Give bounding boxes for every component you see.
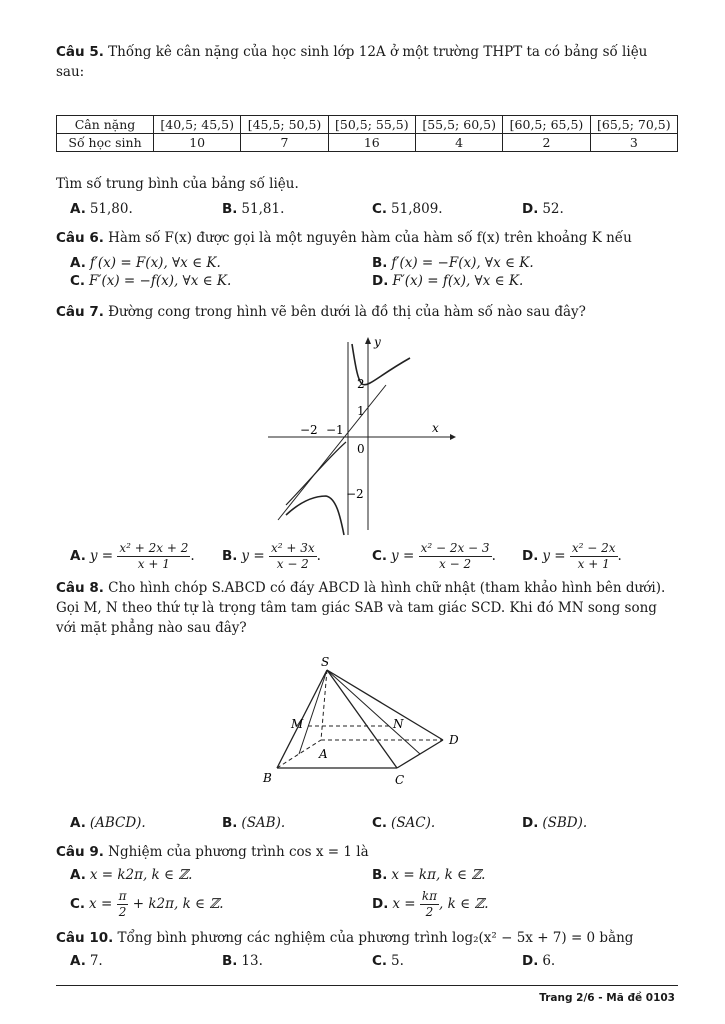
q5-question: Tìm số trung bình của bảng số liệu. — [56, 176, 299, 192]
table-cell: 16 — [328, 134, 415, 152]
table-cell: [40,5; 45,5) — [154, 116, 241, 134]
fraction-numerator: π — [118, 889, 127, 903]
q10-option-b[interactable] — [222, 953, 263, 969]
label-D: D — [449, 733, 459, 747]
table-cell: [55,5; 60,5) — [415, 116, 502, 134]
q8-option-d[interactable] — [522, 815, 587, 831]
q10-option-c[interactable] — [372, 953, 404, 969]
option-text: (ABCD). — [89, 815, 146, 831]
q10-label: Câu 10. — [56, 930, 114, 946]
table-row — [57, 116, 678, 134]
label-B: B — [263, 771, 272, 785]
q6-option-c[interactable] — [70, 273, 231, 289]
q10-option-a[interactable] — [70, 953, 103, 969]
fraction-numerator: x² + 3x — [270, 541, 315, 555]
median-SAB — [299, 670, 327, 754]
fraction-numerator: x² − 2x − 3 — [420, 541, 490, 555]
footer-divider — [56, 985, 678, 986]
option-letter: B. — [372, 867, 388, 883]
q7-option-a[interactable]: A. y = $\frac{\text{x² + 2x + 2}}{x + 1}$ . — [70, 541, 195, 571]
option-fraction — [117, 541, 190, 572]
q8-option-b[interactable] — [222, 815, 285, 831]
curve-left-branch — [286, 496, 344, 535]
q8-pyramid-figure — [255, 650, 470, 790]
option-letter: A. — [70, 953, 86, 969]
table-cell: [65,5; 70,5) — [590, 116, 677, 134]
option-letter: B. — [222, 815, 238, 831]
q9-option-b[interactable] — [372, 867, 485, 883]
q9-option-a[interactable] — [70, 867, 192, 883]
tick-label-neg2-x: −2 — [300, 423, 318, 437]
option-letter: C. — [372, 548, 388, 564]
table-cell: 3 — [590, 134, 677, 152]
option-text: 52. — [542, 201, 564, 217]
table-cell: [45,5; 50,5) — [241, 116, 328, 134]
fraction-numerator: x² + 2x + 2 — [119, 541, 189, 555]
option-text: 51,809. — [391, 201, 443, 217]
q6-option-a[interactable] — [70, 255, 221, 271]
q10-stem — [56, 928, 671, 948]
q7-label: Câu 7. — [56, 304, 104, 320]
q8-stem — [56, 578, 671, 638]
table-cell: 2 — [503, 134, 590, 152]
tick-label-1: 1 — [357, 404, 365, 418]
option-letter: D. — [522, 953, 539, 969]
option-letter: B. — [222, 953, 238, 969]
option-letter: C. — [372, 201, 388, 217]
option-fraction — [570, 541, 618, 572]
edge-SD — [327, 670, 443, 740]
fraction-numerator: kπ — [421, 889, 438, 903]
q5-label: Câu 5. — [56, 44, 104, 60]
q8-label: Câu 8. — [56, 580, 104, 596]
option-text: 13. — [241, 953, 263, 969]
table-cell: 10 — [154, 134, 241, 152]
q9-label: Câu 9. — [56, 844, 104, 860]
option-text: (SBD). — [542, 815, 588, 831]
option-letter: C. — [70, 273, 86, 289]
option-letter: B. — [222, 548, 238, 564]
table-row — [57, 134, 678, 152]
table-cell: Số học sinh — [57, 134, 154, 152]
option-text: x = kπ, k ∈ ℤ. — [391, 867, 486, 883]
option-fraction — [117, 889, 129, 920]
option-letter: D. — [522, 548, 539, 564]
q5-text: Thống kê cân nặng của học sinh lớp 12A ở một trường THPT ta có bảng số liệu sau: — [56, 44, 648, 80]
tick-label-neg1-x: −1 — [326, 423, 344, 437]
fraction-denominator: 2 — [118, 905, 127, 919]
q6-option-b[interactable] — [372, 255, 534, 271]
table-cell: 7 — [241, 134, 328, 152]
option-letter: A. — [70, 548, 86, 564]
option-letter: A. — [70, 255, 86, 271]
q5-option-b[interactable] — [222, 201, 284, 217]
tick-label-2: 2 — [357, 377, 365, 391]
x-axis-label: x — [432, 421, 439, 435]
q8-option-c[interactable] — [372, 815, 435, 831]
fraction-denominator: x − 2 — [439, 557, 472, 571]
option-text: 51,81. — [241, 201, 285, 217]
option-letter: A. — [70, 867, 86, 883]
q7-stem — [56, 302, 671, 322]
q5-stem — [56, 42, 671, 82]
table-cell: [60,5; 65,5) — [503, 116, 590, 134]
q9-text: Nghiệm của phương trình cos x = 1 là — [108, 844, 369, 860]
label-M: M — [291, 717, 304, 731]
option-letter: B. — [372, 255, 388, 271]
q10-text: Tổng bình phương các nghiệm của phương trình log₂(x² − 5x + 7) = 0 bằng — [117, 930, 634, 946]
option-prefix: y = — [241, 548, 265, 564]
q8-text: Cho hình chóp S.ABCD có đáy ABCD là hình chữ nhật (tham khảo hình bên dưới). Gọi M, N theo thứ tự là trọng tâm tam giác SAB và tam giác SCD. Khi đó MN song song với mặt phẳng nào sau đây? — [56, 580, 666, 636]
option-text: 51,80. — [89, 201, 133, 217]
option-fraction — [269, 541, 317, 572]
q9-option-c[interactable] — [70, 889, 223, 920]
q6-stem — [56, 228, 671, 248]
q7-text: Đường cong trong hình vẽ bên dưới là đồ thị của hàm số nào sau đây? — [108, 304, 586, 320]
option-prefix: x = — [89, 896, 113, 912]
fraction-numerator: x² − 2x — [571, 541, 616, 555]
q7-option-b[interactable]: B. y = $\frac{\text{x² + 3x}}{x - 2}$ . — [222, 541, 321, 571]
curve-left-lower — [286, 442, 346, 505]
q5-table — [56, 115, 678, 152]
q8-option-a[interactable] — [70, 815, 146, 831]
label-C: C — [395, 773, 405, 787]
option-text: F′(x) = −f(x), ∀x ∈ K. — [89, 273, 232, 289]
option-prefix: y = — [391, 548, 415, 564]
tick-label-neg2-y: −2 — [346, 487, 364, 501]
page-footer: Trang 2/6 - Mã đề 0103 — [539, 992, 675, 1004]
q9-stem — [56, 842, 671, 862]
q5-option-d[interactable] — [522, 201, 564, 217]
option-letter: D. — [372, 896, 389, 912]
x-axis-arrow — [450, 434, 456, 440]
option-prefix: y = — [542, 548, 566, 564]
q6-label: Câu 6. — [56, 230, 104, 246]
option-letter: C. — [372, 953, 388, 969]
option-fraction — [419, 541, 492, 572]
option-text: 5. — [391, 953, 404, 969]
option-suffix: + k2π, k ∈ ℤ. — [132, 896, 224, 912]
q6-text: Hàm số F(x) được gọi là một nguyên hàm của hàm số f(x) trên khoảng K nếu — [108, 230, 632, 246]
origin-label: 0 — [357, 442, 365, 456]
edge-SC — [327, 670, 397, 768]
option-letter: C. — [70, 896, 86, 912]
table-cell: Cân nặng — [57, 116, 154, 134]
y-axis-label: y — [374, 335, 381, 349]
option-prefix: y = — [89, 548, 114, 564]
q7-option-c[interactable]: C. y = $\frac{\text{x² − 2x − 3}}{x - 2}$ . — [372, 541, 496, 571]
option-text: F′(x) = f(x), ∀x ∈ K. — [392, 273, 524, 289]
option-letter: D. — [522, 201, 539, 217]
table-cell: [50,5; 55,5) — [328, 116, 415, 134]
option-letter: D. — [372, 273, 389, 289]
option-letter: A. — [70, 201, 86, 217]
option-text: 7. — [89, 953, 103, 969]
fraction-denominator: 2 — [425, 905, 434, 919]
option-text: f′(x) = −F(x), ∀x ∈ K. — [391, 255, 534, 271]
q10-option-d[interactable] — [522, 953, 555, 969]
table-cell: 4 — [415, 134, 502, 152]
option-text: x = k2π, k ∈ ℤ. — [89, 867, 193, 883]
q9-option-d[interactable] — [372, 889, 489, 920]
option-suffix: , k ∈ ℤ. — [439, 896, 489, 912]
q7-graph — [260, 330, 460, 540]
fraction-denominator: x − 2 — [276, 557, 309, 571]
q6-option-d[interactable] — [372, 273, 523, 289]
option-letter: C. — [372, 815, 388, 831]
label-N: N — [393, 717, 404, 731]
option-letter: A. — [70, 815, 86, 831]
q5-option-a[interactable] — [70, 201, 133, 217]
median-SCD — [327, 670, 420, 754]
q5-option-c[interactable] — [372, 201, 443, 217]
label-S: S — [321, 655, 330, 669]
option-letter: B. — [222, 201, 238, 217]
option-text: (SAB). — [241, 815, 286, 831]
option-text: f′(x) = F(x), ∀x ∈ K. — [89, 255, 221, 271]
option-text: 6. — [542, 953, 556, 969]
y-axis-arrow — [365, 337, 371, 344]
label-A: A — [319, 747, 328, 761]
q7-option-d[interactable]: D. y = $\frac{\text{x² − 2x}}{x + 1}$ . — [522, 541, 622, 571]
option-letter: D. — [522, 815, 539, 831]
fraction-denominator: x + 1 — [137, 557, 170, 571]
option-text: (SAC). — [391, 815, 436, 831]
fraction-denominator: x + 1 — [577, 557, 610, 571]
option-fraction — [420, 889, 439, 920]
option-prefix: x = — [392, 896, 416, 912]
